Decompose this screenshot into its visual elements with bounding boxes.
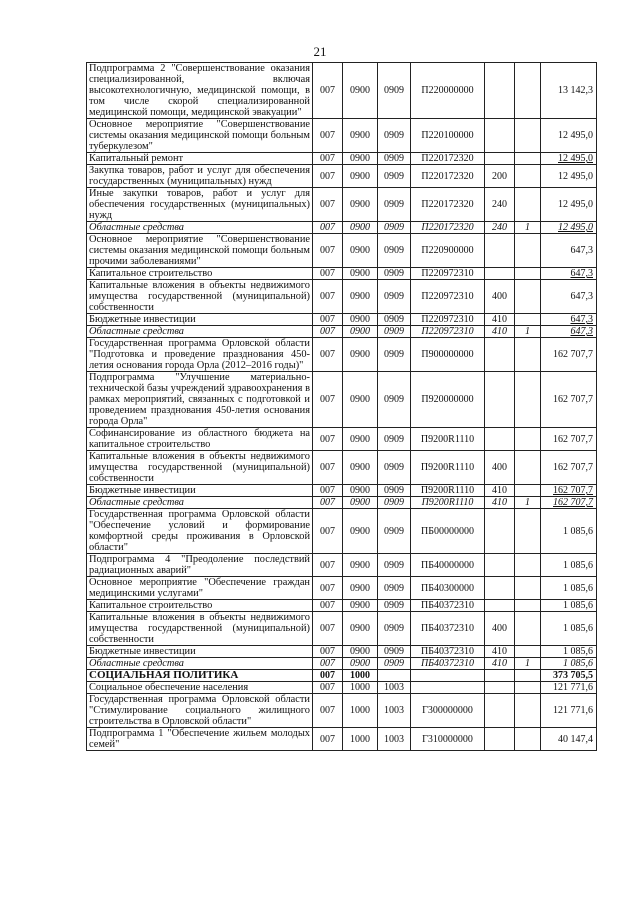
amount: 12 495,0 <box>541 222 597 234</box>
row-name: Капитальный ремонт <box>87 153 313 165</box>
row-name: Областные средства <box>87 222 313 234</box>
table-row <box>87 646 597 658</box>
table-row <box>87 509 597 554</box>
amount: 373 705,5 <box>541 670 597 682</box>
target-article-code <box>411 670 485 682</box>
amount: 121 771,6 <box>541 694 597 728</box>
amount: 12 495,0 <box>541 153 597 165</box>
funding-source-code <box>515 646 541 658</box>
expense-type-code: 400 <box>485 280 515 314</box>
subsection-code: 0909 <box>378 612 411 646</box>
funding-source-code: 1 <box>515 326 541 338</box>
expense-type-code: 240 <box>485 222 515 234</box>
funding-source-code <box>515 428 541 451</box>
subsection-code: 0909 <box>378 326 411 338</box>
amount: 162 707,7 <box>541 372 597 428</box>
expense-type-code <box>485 153 515 165</box>
row-name: Капитальные вложения в объекты недвижимого имущества государственной (муниципальной) собственности <box>87 280 313 314</box>
subsection-code: 0909 <box>378 188 411 222</box>
row-name: Подпрограмма 2 "Совершенствование оказания специализированной, включая высокотехнологичную, медицинской помощи, в том числе скорой специализированной медицинской помощи, медицинской эвакуации" <box>87 63 313 119</box>
table-row <box>87 694 597 728</box>
target-article-code: П9200R1110 <box>411 485 485 497</box>
section-code: 0900 <box>343 485 378 497</box>
expense-type-code <box>485 268 515 280</box>
table-row <box>87 326 597 338</box>
row-name: Социальное обеспечение населения <box>87 682 313 694</box>
section-code: 0900 <box>343 338 378 372</box>
ministry-code: 007 <box>313 153 343 165</box>
row-name: Областные средства <box>87 326 313 338</box>
table-row <box>87 280 597 314</box>
ministry-code: 007 <box>313 554 343 577</box>
ministry-code: 007 <box>313 165 343 188</box>
subsection-code: 0909 <box>378 600 411 612</box>
target-article-code: П900000000 <box>411 338 485 372</box>
row-name: Бюджетные инвестиции <box>87 314 313 326</box>
target-article-code: Г310000000 <box>411 728 485 751</box>
ministry-code: 007 <box>313 326 343 338</box>
funding-source-code <box>515 234 541 268</box>
ministry-code: 007 <box>313 234 343 268</box>
funding-source-code <box>515 509 541 554</box>
expense-type-code <box>485 670 515 682</box>
table-row <box>87 682 597 694</box>
target-article-code: ПБ40372310 <box>411 658 485 670</box>
ministry-code: 007 <box>313 682 343 694</box>
ministry-code: 007 <box>313 694 343 728</box>
amount: 647,3 <box>541 314 597 326</box>
subsection-code: 0909 <box>378 658 411 670</box>
subsection-code: 0909 <box>378 485 411 497</box>
amount: 121 771,6 <box>541 682 597 694</box>
target-article-code: ПБ40372310 <box>411 612 485 646</box>
ministry-code: 007 <box>313 222 343 234</box>
target-article-code: П220172320 <box>411 222 485 234</box>
section-code: 0900 <box>343 222 378 234</box>
amount: 40 147,4 <box>541 728 597 751</box>
section-code: 0900 <box>343 153 378 165</box>
funding-source-code <box>515 577 541 600</box>
amount: 1 085,6 <box>541 612 597 646</box>
subsection-code <box>378 670 411 682</box>
ministry-code: 007 <box>313 670 343 682</box>
funding-source-code <box>515 682 541 694</box>
amount: 12 495,0 <box>541 119 597 153</box>
target-article-code: П220172320 <box>411 165 485 188</box>
row-name: Государственная программа Орловской области "Стимулирование социального жилищного строительства в Орловской области" <box>87 694 313 728</box>
ministry-code: 007 <box>313 428 343 451</box>
ministry-code: 007 <box>313 612 343 646</box>
ministry-code: 007 <box>313 600 343 612</box>
expense-type-code <box>485 509 515 554</box>
funding-source-code <box>515 554 541 577</box>
table-row <box>87 600 597 612</box>
row-name: Капитальное строительство <box>87 600 313 612</box>
section-code: 0900 <box>343 119 378 153</box>
ministry-code: 007 <box>313 658 343 670</box>
amount: 1 085,6 <box>541 658 597 670</box>
row-name: Софинансирование из областного бюджета на капитальное строительство <box>87 428 313 451</box>
target-article-code: ПБ40372310 <box>411 600 485 612</box>
amount: 1 085,6 <box>541 600 597 612</box>
section-code: 0900 <box>343 497 378 509</box>
target-article-code: П920000000 <box>411 372 485 428</box>
row-name: Основное мероприятие "Совершенствование системы оказания медицинской помощи больным прочими заболеваниями" <box>87 234 313 268</box>
section-code: 1000 <box>343 694 378 728</box>
funding-source-code <box>515 268 541 280</box>
expense-type-code <box>485 694 515 728</box>
subsection-code: 0909 <box>378 428 411 451</box>
amount: 647,3 <box>541 234 597 268</box>
section-code: 0900 <box>343 280 378 314</box>
table-row <box>87 338 597 372</box>
row-name: Подпрограмма 4 "Преодоление последствий радиационных аварий" <box>87 554 313 577</box>
ministry-code: 007 <box>313 509 343 554</box>
section-code: 0900 <box>343 188 378 222</box>
subsection-code: 0909 <box>378 119 411 153</box>
row-name: Закупка товаров, работ и услуг для обеспечения государственных (муниципальных) нужд <box>87 165 313 188</box>
subsection-code: 0909 <box>378 63 411 119</box>
target-article-code: П220972310 <box>411 326 485 338</box>
target-article-code: ПБ40000000 <box>411 554 485 577</box>
expense-type-code <box>485 63 515 119</box>
table-row <box>87 554 597 577</box>
row-name: Областные средства <box>87 658 313 670</box>
row-name: Капитальные вложения в объекты недвижимого имущества государственной (муниципальной) собственности <box>87 612 313 646</box>
row-name: Бюджетные инвестиции <box>87 646 313 658</box>
table-row <box>87 222 597 234</box>
section-code: 1000 <box>343 728 378 751</box>
subsection-code: 0909 <box>378 372 411 428</box>
ministry-code: 007 <box>313 338 343 372</box>
subsection-code: 0909 <box>378 646 411 658</box>
table-row <box>87 165 597 188</box>
subsection-code: 0909 <box>378 153 411 165</box>
target-article-code: П220100000 <box>411 119 485 153</box>
target-article-code: П220172320 <box>411 153 485 165</box>
table-row <box>87 670 597 682</box>
target-article-code: П220972310 <box>411 314 485 326</box>
subsection-code: 0909 <box>378 509 411 554</box>
funding-source-code: 1 <box>515 222 541 234</box>
section-code: 0900 <box>343 509 378 554</box>
page-number: 21 <box>313 44 327 59</box>
subsection-code: 0909 <box>378 314 411 326</box>
section-code: 0900 <box>343 612 378 646</box>
row-name: Капитальное строительство <box>87 268 313 280</box>
section-code: 0900 <box>343 63 378 119</box>
row-name: Подпрограмма "Улучшение материально-технической базы учреждений здравоохранения в рамках мероприятий, связанных с подготовкой и проведением празднования 450-летия основания города Орла" <box>87 372 313 428</box>
subsection-code: 0909 <box>378 222 411 234</box>
ministry-code: 007 <box>313 188 343 222</box>
ministry-code: 007 <box>313 268 343 280</box>
row-name: СОЦИАЛЬНАЯ ПОЛИТИКА <box>87 670 313 682</box>
table-row <box>87 577 597 600</box>
subsection-code: 0909 <box>378 577 411 600</box>
ministry-code: 007 <box>313 451 343 485</box>
target-article-code: П9200R1110 <box>411 451 485 485</box>
expense-type-code: 400 <box>485 451 515 485</box>
amount: 162 707,7 <box>541 338 597 372</box>
funding-source-code <box>515 188 541 222</box>
ministry-code: 007 <box>313 63 343 119</box>
expense-type-code: 410 <box>485 646 515 658</box>
expense-type-code: 240 <box>485 188 515 222</box>
amount: 647,3 <box>541 280 597 314</box>
amount: 1 085,6 <box>541 646 597 658</box>
expense-type-code <box>485 234 515 268</box>
expense-type-code <box>485 554 515 577</box>
target-article-code: П220000000 <box>411 63 485 119</box>
table-row <box>87 485 597 497</box>
subsection-code: 0909 <box>378 451 411 485</box>
row-name: Государственная программа Орловской области "Подготовка и проведение празднования 450-летия основания города Орла (2012–2016 годы)" <box>87 338 313 372</box>
amount: 162 707,7 <box>541 485 597 497</box>
section-code: 0900 <box>343 600 378 612</box>
section-code: 0900 <box>343 646 378 658</box>
funding-source-code <box>515 338 541 372</box>
funding-source-code: 1 <box>515 497 541 509</box>
expense-type-code: 410 <box>485 658 515 670</box>
expense-type-code: 410 <box>485 485 515 497</box>
expense-type-code <box>485 600 515 612</box>
table-row <box>87 268 597 280</box>
section-code: 0900 <box>343 165 378 188</box>
target-article-code: ПБ00000000 <box>411 509 485 554</box>
subsection-code: 0909 <box>378 338 411 372</box>
section-code: 0900 <box>343 554 378 577</box>
funding-source-code <box>515 280 541 314</box>
ministry-code: 007 <box>313 728 343 751</box>
table-row <box>87 314 597 326</box>
target-article-code: Г300000000 <box>411 694 485 728</box>
amount: 1 085,6 <box>541 577 597 600</box>
table-row <box>87 728 597 751</box>
ministry-code: 007 <box>313 372 343 428</box>
ministry-code: 007 <box>313 577 343 600</box>
amount: 1 085,6 <box>541 554 597 577</box>
target-article-code: П9200R1110 <box>411 428 485 451</box>
amount: 13 142,3 <box>541 63 597 119</box>
target-article-code: П220172320 <box>411 188 485 222</box>
row-name: Государственная программа Орловской области "Обеспечение условий и формирование комфортной среды проживания в Орловской области" <box>87 509 313 554</box>
table-row <box>87 63 597 119</box>
funding-source-code <box>515 119 541 153</box>
funding-source-code <box>515 63 541 119</box>
funding-source-code <box>515 165 541 188</box>
subsection-code: 1003 <box>378 682 411 694</box>
amount: 162 707,7 <box>541 497 597 509</box>
expense-type-code <box>485 577 515 600</box>
row-name: Областные средства <box>87 497 313 509</box>
amount: 162 707,7 <box>541 428 597 451</box>
table-row <box>87 428 597 451</box>
row-name: Основное мероприятие "Совершенствование системы оказания медицинской помощи больным туберкулезом" <box>87 119 313 153</box>
section-code: 0900 <box>343 268 378 280</box>
table-row <box>87 497 597 509</box>
expense-type-code: 400 <box>485 612 515 646</box>
section-code: 0900 <box>343 372 378 428</box>
ministry-code: 007 <box>313 485 343 497</box>
amount: 647,3 <box>541 268 597 280</box>
table-row <box>87 234 597 268</box>
funding-source-code <box>515 612 541 646</box>
row-name: Капитальные вложения в объекты недвижимого имущества государственной (муниципальной) собственности <box>87 451 313 485</box>
section-code: 0900 <box>343 428 378 451</box>
amount: 12 495,0 <box>541 188 597 222</box>
expense-type-code <box>485 338 515 372</box>
expense-type-code: 410 <box>485 314 515 326</box>
expense-type-code: 410 <box>485 326 515 338</box>
section-code: 0900 <box>343 658 378 670</box>
table-row <box>87 451 597 485</box>
expense-type-code: 200 <box>485 165 515 188</box>
funding-source-code <box>515 451 541 485</box>
expense-type-code: 410 <box>485 497 515 509</box>
target-article-code: П220972310 <box>411 280 485 314</box>
section-code: 1000 <box>343 682 378 694</box>
amount: 647,3 <box>541 326 597 338</box>
expense-type-code <box>485 372 515 428</box>
subsection-code: 0909 <box>378 268 411 280</box>
target-article-code: П220972310 <box>411 268 485 280</box>
amount: 12 495,0 <box>541 165 597 188</box>
section-code: 0900 <box>343 234 378 268</box>
target-article-code: ПБ40372310 <box>411 646 485 658</box>
target-article-code <box>411 682 485 694</box>
amount: 1 085,6 <box>541 509 597 554</box>
table-row <box>87 372 597 428</box>
ministry-code: 007 <box>313 646 343 658</box>
funding-source-code <box>515 728 541 751</box>
funding-source-code <box>515 670 541 682</box>
budget-table <box>86 62 597 751</box>
table-row <box>87 612 597 646</box>
section-code: 0900 <box>343 451 378 485</box>
row-name: Иные закупки товаров, работ и услуг для обеспечения государственных (муниципальных) нужд <box>87 188 313 222</box>
ministry-code: 007 <box>313 314 343 326</box>
subsection-code: 0909 <box>378 497 411 509</box>
subsection-code: 0909 <box>378 554 411 577</box>
table-row <box>87 188 597 222</box>
expense-type-code <box>485 728 515 751</box>
row-name: Подпрограмма 1 "Обеспечение жильем молодых семей" <box>87 728 313 751</box>
expense-type-code <box>485 428 515 451</box>
ministry-code: 007 <box>313 119 343 153</box>
funding-source-code <box>515 600 541 612</box>
amount: 162 707,7 <box>541 451 597 485</box>
target-article-code: ПБ40300000 <box>411 577 485 600</box>
subsection-code: 1003 <box>378 728 411 751</box>
subsection-code: 0909 <box>378 234 411 268</box>
row-name: Основное мероприятие "Обеспечение граждан медицинскими услугами" <box>87 577 313 600</box>
target-article-code: П9200R1110 <box>411 497 485 509</box>
subsection-code: 0909 <box>378 165 411 188</box>
ministry-code: 007 <box>313 497 343 509</box>
target-article-code: П220900000 <box>411 234 485 268</box>
table-row <box>87 153 597 165</box>
expense-type-code <box>485 119 515 153</box>
table-row <box>87 658 597 670</box>
expense-type-code <box>485 682 515 694</box>
funding-source-code <box>515 485 541 497</box>
funding-source-code <box>515 694 541 728</box>
funding-source-code: 1 <box>515 658 541 670</box>
row-name: Бюджетные инвестиции <box>87 485 313 497</box>
funding-source-code <box>515 314 541 326</box>
funding-source-code <box>515 372 541 428</box>
section-code: 1000 <box>343 670 378 682</box>
ministry-code: 007 <box>313 280 343 314</box>
table-row <box>87 119 597 153</box>
section-code: 0900 <box>343 314 378 326</box>
section-code: 0900 <box>343 326 378 338</box>
subsection-code: 0909 <box>378 280 411 314</box>
subsection-code: 1003 <box>378 694 411 728</box>
funding-source-code <box>515 153 541 165</box>
section-code: 0900 <box>343 577 378 600</box>
table-body <box>87 63 597 751</box>
